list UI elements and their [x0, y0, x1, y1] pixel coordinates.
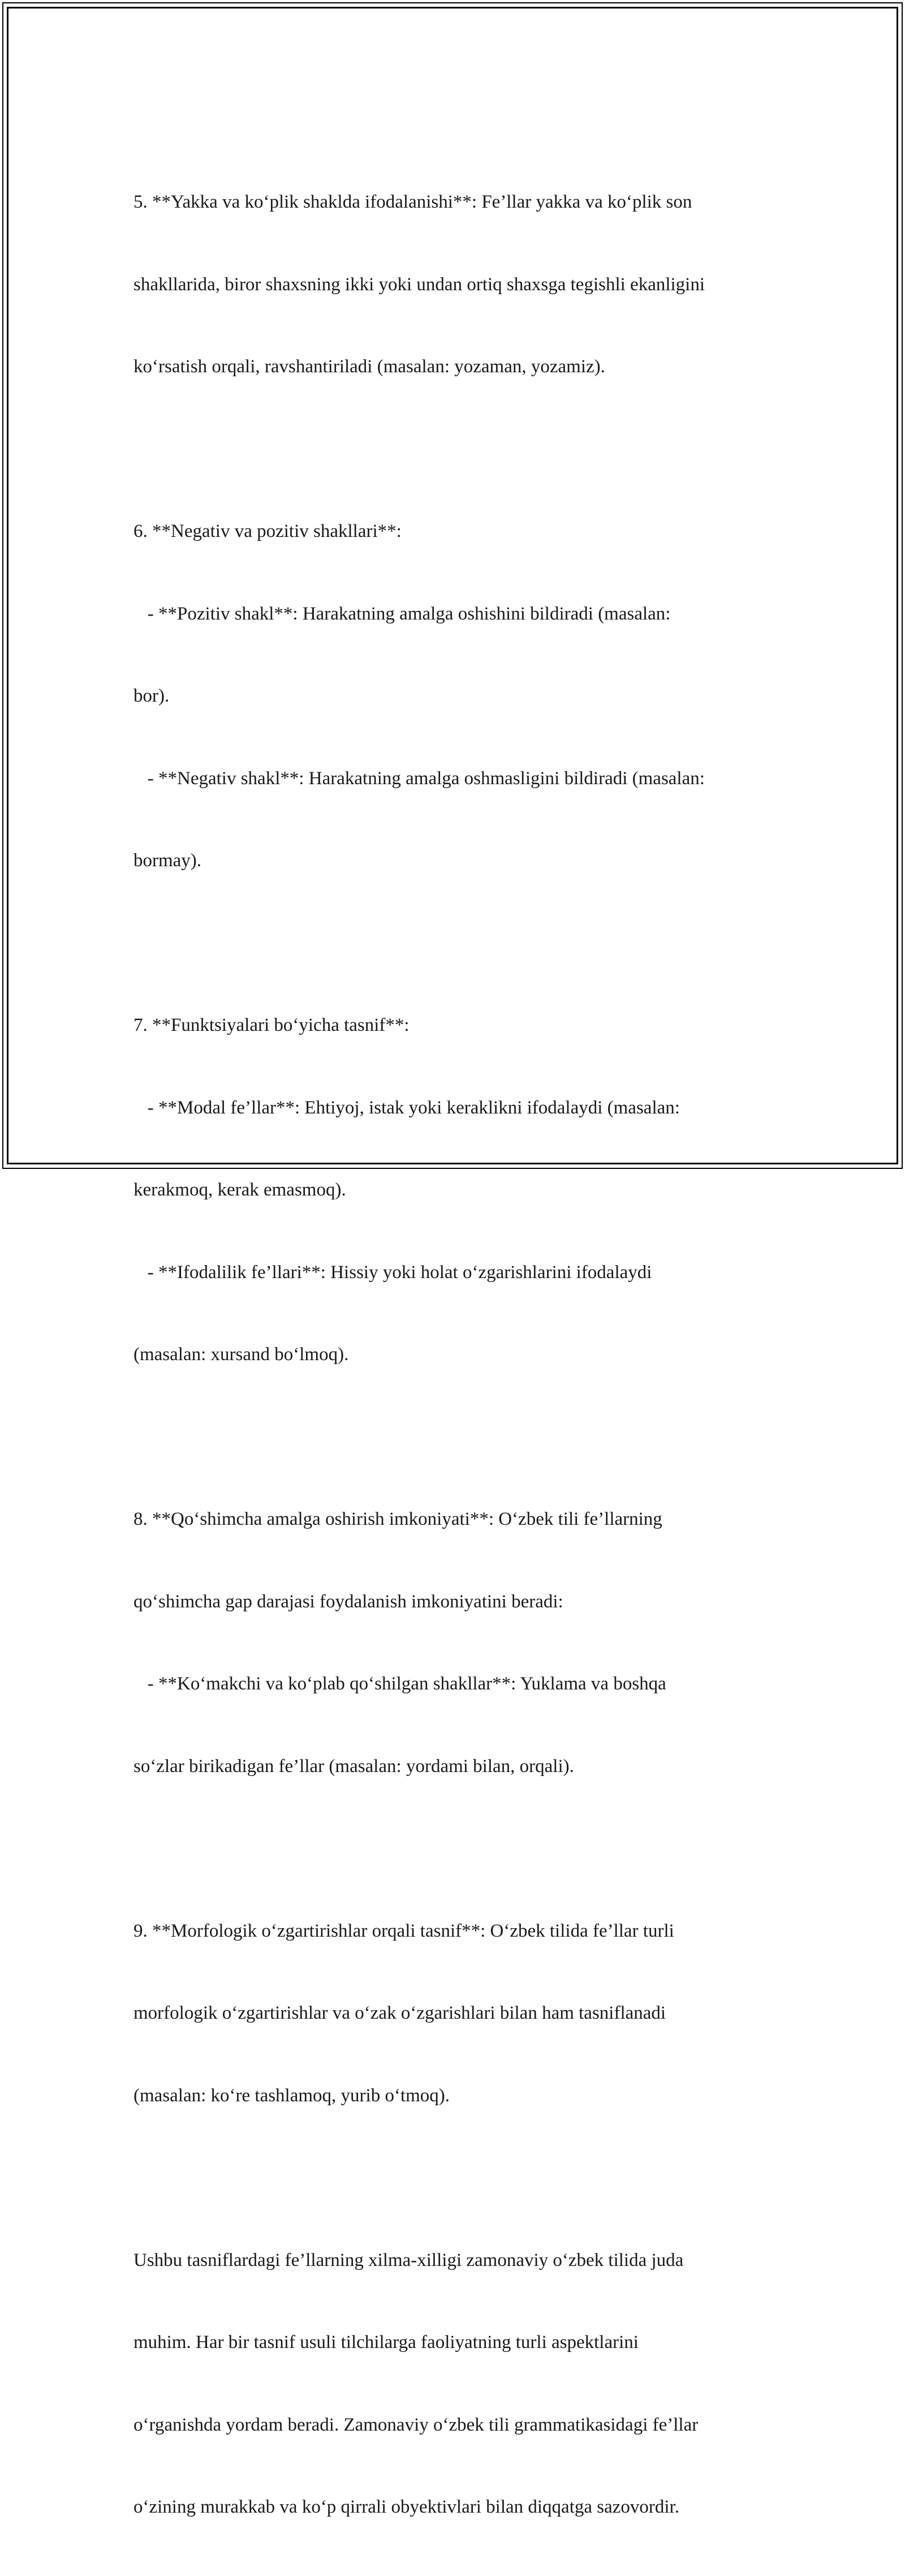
document-body: [133, 134, 784, 2576]
paragraph-item-6: [133, 463, 784, 930]
paragraph-item-7: [133, 957, 784, 1424]
text-line: kerakmoq, kerak emasmoq).: [133, 1180, 346, 1200]
text-line: - **Koʻmakchi va koʻplab qoʻshilgan shakllar**: Yuklama va boshqa: [133, 1674, 666, 1694]
text-line: 7. **Funktsiyalari boʻyicha tasnif**:: [133, 1015, 410, 1035]
text-line: 5. **Yakka va koʻplik shaklda ifodalanishi**: Fe’llar yakka va koʻplik son: [133, 192, 692, 212]
text-line: oʻrganishda yordam beradi. Zamonaviy oʻzbek tili grammatikasidagi fe’llar: [133, 2414, 699, 2435]
paragraph-conclusion: [133, 2192, 784, 2576]
paragraph-item-9: [133, 1863, 784, 2165]
text-line: oʻzining murakkab va koʻp qirrali obyektivlari bilan diqqatga sazovordir.: [133, 2497, 679, 2517]
text-line: 9. **Morfologik oʻzgartirishlar orqali tasnif**: Oʻzbek tilida fe’llar turli: [133, 1920, 674, 1941]
text-line: - **Negativ shakl**: Harakatning amalga oshmasligini bildiradi (masalan:: [133, 768, 705, 789]
text-line: shakllarida, biror shaxsning ikki yoki undan ortiq shaxsga tegishli ekanligini: [133, 274, 705, 295]
text-line: koʻrsatish orqali, ravshantiriladi (masalan: yozaman, yozamiz).: [133, 356, 605, 377]
text-line: - **Pozitiv shakl**: Harakatning amalga oshishini bildiradi (masalan:: [133, 603, 671, 624]
text-line: (masalan: xursand boʻlmoq).: [133, 1344, 349, 1365]
text-line: Ushbu tasniflardagi fe’llarning xilma-xilligi zamonaviy oʻzbek tilida juda: [133, 2250, 684, 2270]
text-line: muhim. Har bir tasnif usuli tilchilarga faoliyatning turli aspektlarini: [133, 2332, 639, 2353]
paragraph-item-5: [133, 134, 784, 436]
text-line: soʻzlar birikadigan fe’llar (masalan: yordami bilan, orqali).: [133, 1756, 574, 1777]
text-line: 8. **Qoʻshimcha amalga oshirish imkoniyati**: Oʻzbek tili fe’llarning: [133, 1509, 662, 1529]
text-line: bormay).: [133, 850, 202, 871]
text-line: qoʻshimcha gap darajasi foydalanish imkoniyatini beradi:: [133, 1591, 563, 1612]
text-line: 6. **Negativ va pozitiv shakllari**:: [133, 521, 402, 541]
text-line: bor).: [133, 686, 170, 706]
text-line: - **Ifodalilik fe’llari**: Hissiy yoki holat oʻzgarishlarini ifodalaydi: [133, 1262, 652, 1283]
text-line: (masalan: koʻre tashlamoq, yurib oʻtmoq).: [133, 2085, 450, 2106]
text-line: morfologik oʻzgartirishlar va oʻzak oʻzgarishlari bilan ham tasniflanadi: [133, 2003, 666, 2023]
text-line: - **Modal fe’llar**: Ehtiyoj, istak yoki keraklikni ifodalaydi (masalan:: [133, 1097, 680, 1118]
paragraph-item-8: [133, 1451, 784, 1835]
